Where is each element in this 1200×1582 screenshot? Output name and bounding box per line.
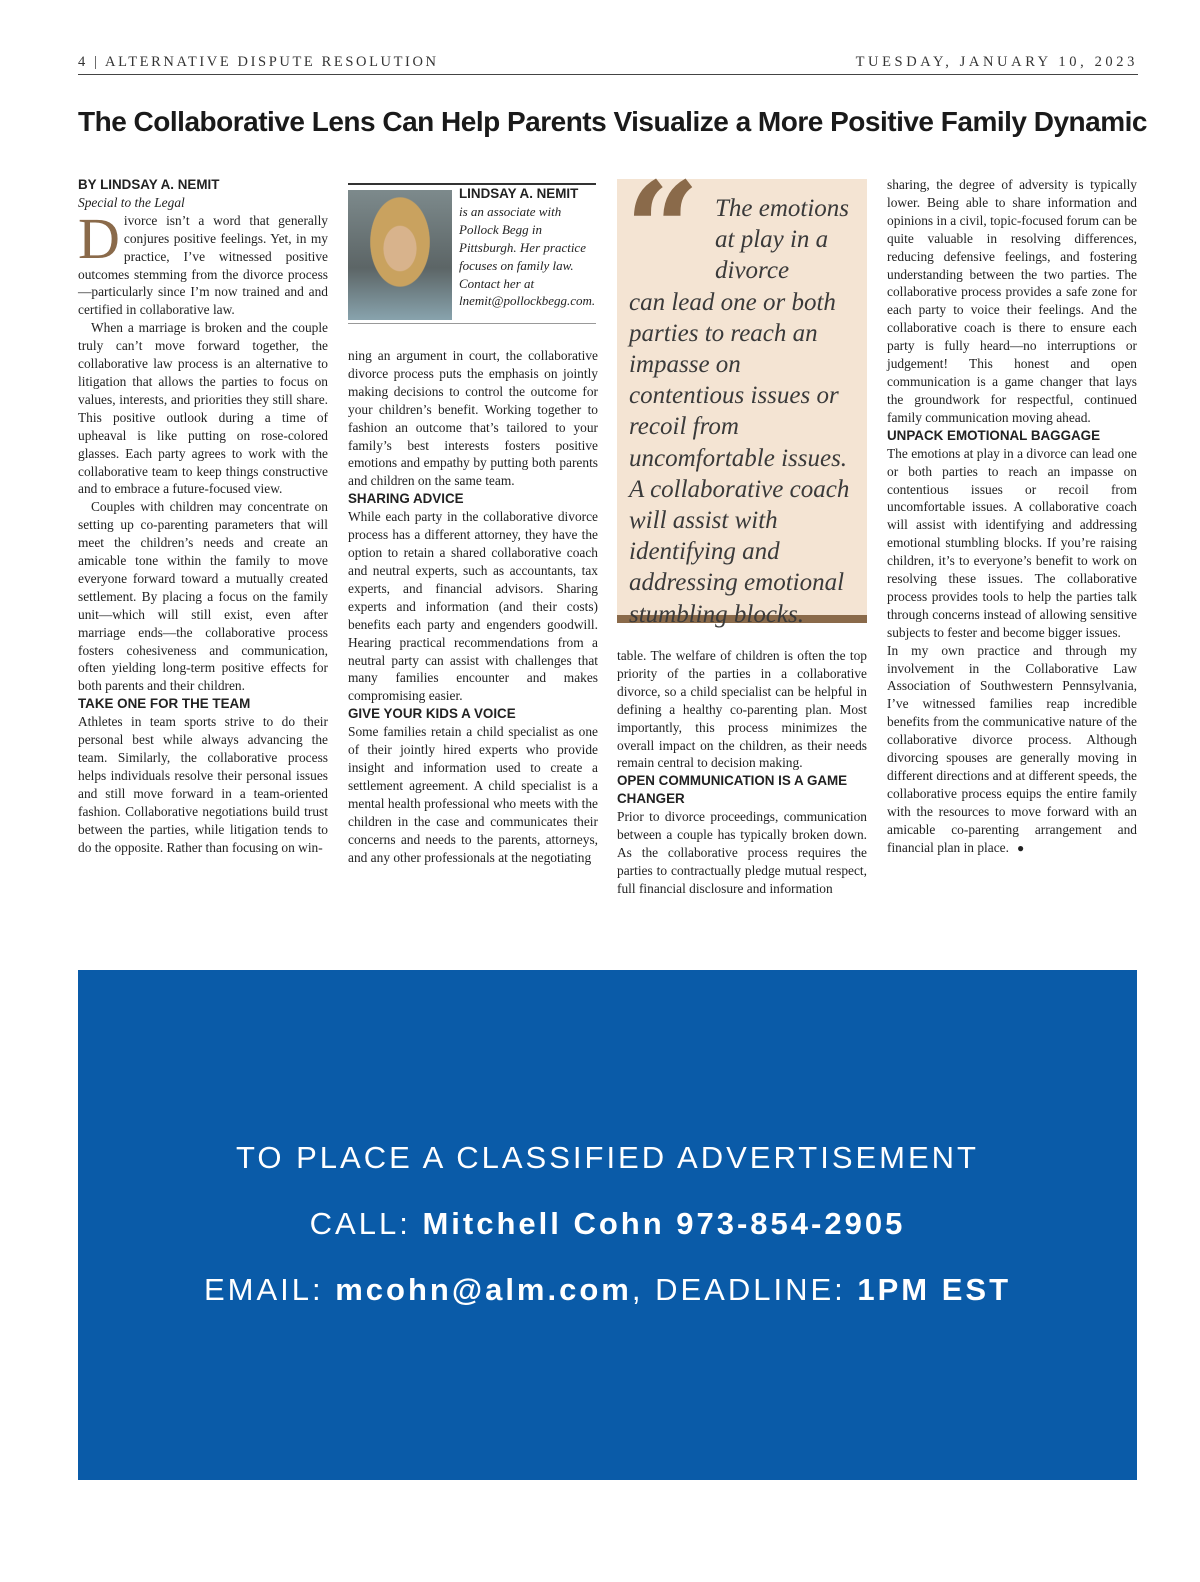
- ad-email-line: [78, 1272, 1137, 1308]
- ad-call-line: [78, 1206, 1137, 1242]
- pull-quote-text: [629, 193, 857, 630]
- section-label: 4 | ALTERNATIVE DISPUTE RESOLUTION: [78, 54, 439, 70]
- paragraph: sharing, the degree of adversity is typically lower. Being able to share information and opinions in a civil, topic-focused forum can be quite valuable in resolving differences, reducing defensive feelings, and fostering understanding between the two parties. The collaborative process provides a safe zone for each party to voice their feelings. And the collaborative coach is there to ensure each party is fully heard—no interruptions or judgement! This honest and open communication is a game changer that lays the groundwork for respectful, continued family communication moving ahead.: [887, 177, 1137, 425]
- ad-call-value: Mitchell Cohn 973-854-2905: [422, 1206, 906, 1241]
- subhead: GIVE YOUR KIDS A VOICE: [348, 706, 516, 722]
- byline-affiliation: Special to the Legal: [78, 194, 185, 210]
- ad-call-label: CALL:: [309, 1206, 423, 1241]
- classified-ad-banner: [78, 970, 1137, 1480]
- bio-text: [459, 185, 596, 310]
- article-column-3: [617, 647, 867, 898]
- ad-deadline-label: , DEADLINE:: [631, 1272, 858, 1307]
- paragraph: table. The welfare of children is often the top priority of the parties in a collaborative divorce, so a child specialist can be helpful in defining a healthy co-parenting plan. Most importantly, this process minimizes the overall impact on the children, as their needs remain central to decision making.: [617, 648, 867, 771]
- ad-title: TO PLACE A CLASSIFIED ADVERTISEMENT: [236, 1140, 979, 1175]
- article-column-4: [887, 176, 1137, 858]
- page-header: [78, 52, 1138, 75]
- pull-quote-rest: can lead one or both parties to reach an impasse on contentious issues or recoil from uncomfortable issues. A collaborative coach will assist with identifying and addressing emotional stumbling blocks.: [629, 288, 850, 628]
- ad-email-value[interactable]: mcohn@alm.com: [335, 1272, 632, 1307]
- paragraph: Some families retain a child specialist as one of their jointly hired experts who provide insight and information used to create a settlement agreement. A child specialist is a mental health professional who meets with the children in the case and communicates their concerns and needs to the parents, attorneys, and any other professionals at the negotiating: [348, 724, 598, 865]
- ad-deadline-value: 1PM EST: [857, 1272, 1012, 1307]
- drop-cap: D: [78, 205, 120, 271]
- quote-mark-icon: “: [625, 153, 700, 306]
- article-column-1: [78, 176, 328, 857]
- issue-date: TUESDAY, JANUARY 10, 2023: [855, 54, 1138, 70]
- headline: The Collaborative Lens Can Help Parents Visualize a More Positive Family Dynamic: [78, 106, 1147, 137]
- subhead: UNPACK EMOTIONAL BAGGAGE: [887, 427, 1101, 443]
- paragraph: Prior to divorce proceedings, communication between a couple has typically broken down. As the collaborative process requires the parties to contractually pledge mutual respect, full financial disclosure and information: [617, 809, 867, 896]
- author-photo: [348, 190, 452, 320]
- paragraph: ning an argument in court, the collaborative divorce process puts the emphasis on jointly making decisions to control the outcome for your children’s benefit. Working together to fashion an outcome that’s tailored to your family’s best interests fosters positive emotions and empathy by putting both parents and children on the same team.: [348, 348, 598, 489]
- subhead: SHARING ADVICE: [348, 491, 464, 507]
- bio-description: is an associate with Pollock Begg in Pittsburgh. Her practice focuses on family law. Contact her at lnemit@pollockbegg.com.: [459, 203, 596, 309]
- pull-quote-lead: The emotions at play in a divorce: [715, 195, 850, 285]
- end-mark-icon: ●: [1016, 840, 1025, 855]
- paragraph: Divorce isn’t a word that generally conjures positive feelings. Yet, in my practice, I’ve witnessed positive outcomes stemming from the divorce process—particularly since I’m now trained and and certified in collaborative law.: [78, 205, 328, 318]
- subhead: TAKE ONE FOR THE TEAM: [78, 696, 251, 712]
- subhead: OPEN COMMUNICATION IS A GAME CHANGER: [617, 773, 848, 807]
- paragraph: Athletes in team sports strive to do their personal best while always advancing the team. Similarly, the collaborative process helps individuals resolve their personal issues and still move forward in a team-oriented fashion. Collaborative negotiations build trust between the parties, while litigation tends to do the opposite. Rather than focusing on win-: [78, 714, 328, 855]
- paragraph: Couples with children may concentrate on setting up co-parenting parameters that will meet the children’s needs and create an amicable tone within the family to move everyone forward toward a mutually created settlement. By placing a focus on the family unit—which will still exist, even after marriage ends—the collaborative process fosters cohesiveness and communication, often yielding long-term positive effects for both parents and their children.: [78, 499, 328, 694]
- paragraph: When a marriage is broken and the couple truly can’t move forward together, the collaborative law process is an alternative to litigation that allows the parties to focus on values, interests, and priorities they still share. This positive outlook during a time of upheaval is like putting on rose-colored glasses. Each party agrees to work with the collaborative team to keep things constructive and to embrace a future-focused view.: [78, 320, 328, 497]
- author-bio: [348, 183, 596, 324]
- article-column-2: [348, 347, 598, 866]
- ad-email-label: EMAIL:: [203, 1272, 336, 1307]
- pull-quote: [617, 153, 867, 628]
- byline-author: BY LINDSAY A. NEMIT: [78, 177, 220, 192]
- paragraph: The emotions at play in a divorce can lead one or both parties to reach an impasse on contentious issues or recoil from uncomfortable issues. A collaborative coach will assist with identifying and addressing emotional stumbling blocks. If you’re raising children, it’s to everyone’s benefit to work on resolving these issues. The collaborative process provides tools to help the parties talk through concerns instead of allowing sensitive subjects to fester and become bigger issues.: [887, 445, 1137, 640]
- paragraph: While each party in the collaborative divorce process has a different attorney, they have the option to retain a shared collaborative coach and neutral experts, such as accountants, tax experts, and financial advisors. Sharing experts and information (and their costs) benefits each party and engenders goodwill. Hearing practical recommendations from a neutral party can assist with challenges that many families encounter and makes compromising easier.: [348, 509, 598, 704]
- bio-name: LINDSAY A. NEMIT: [459, 186, 579, 201]
- paragraph: In my own practice and through my involvement in the Collaborative Law Association of Southwestern Pennsylvania, I’ve witnessed families reap incredible benefits from the communicative nature of the collaborative divorce process. Although divorcing spouses are generally moving in different directions and at different speeds, the collaborative process equips the entire family with the resources to move forward with an amicable co-parenting arrangement and financial plan in place. ●: [887, 642, 1137, 855]
